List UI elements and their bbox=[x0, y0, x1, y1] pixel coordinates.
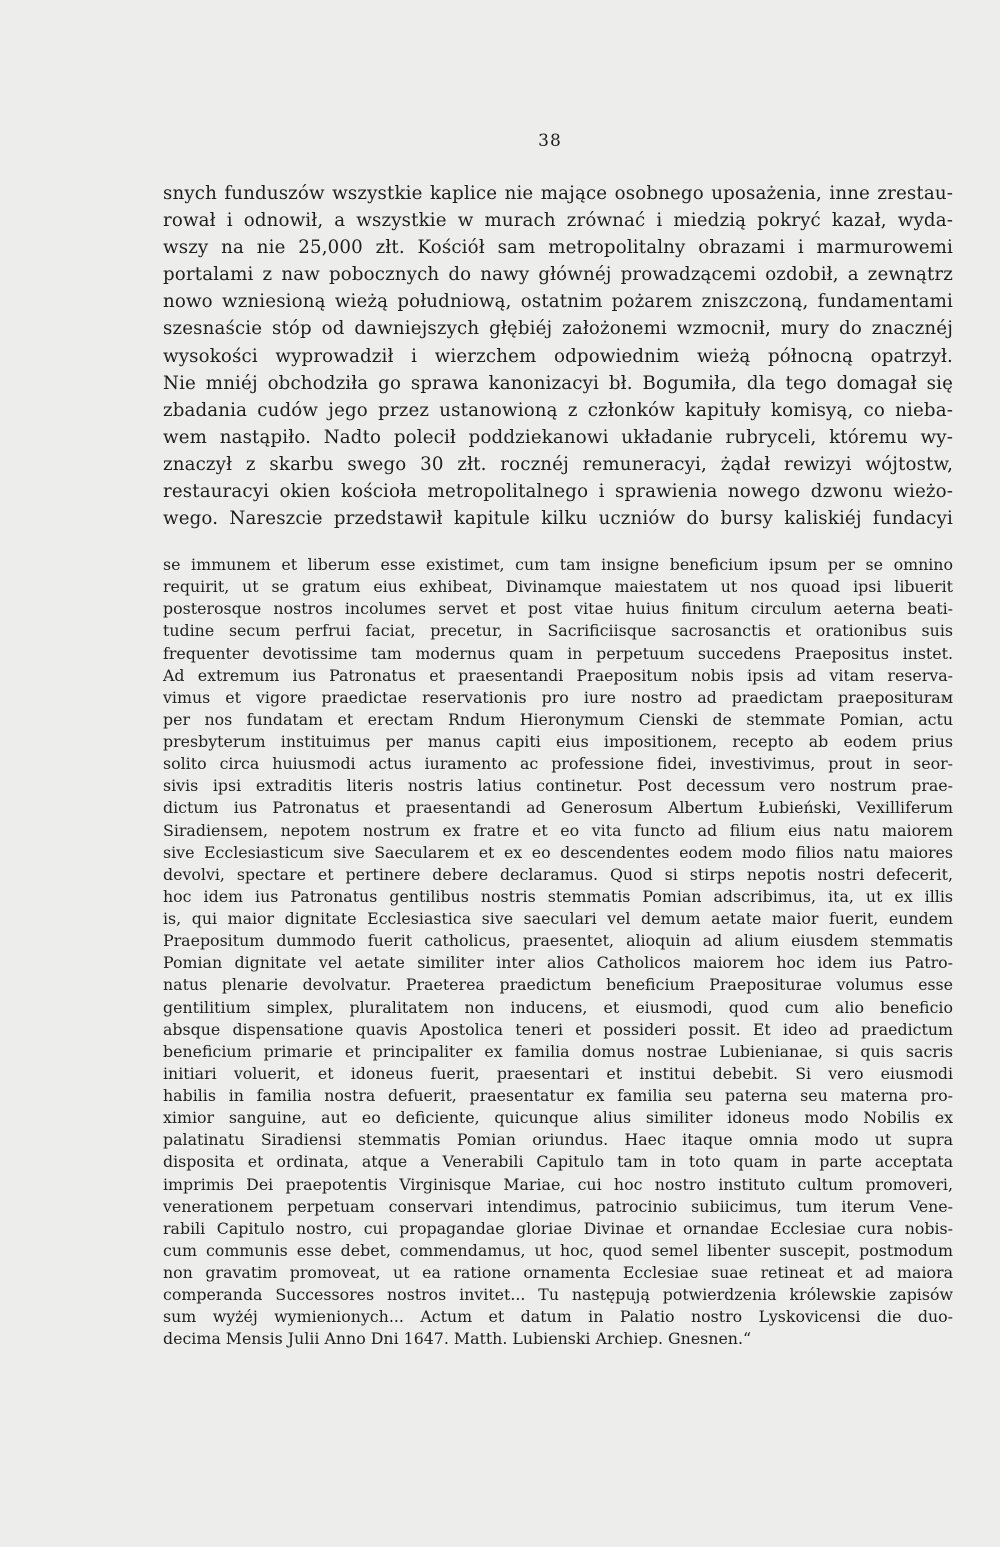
quote-line: vimus et vigore praedictae reservationis pro iure nostro ad praedictam praepositurам bbox=[163, 687, 953, 707]
quote-line: gentilitium simplex, pluralitatem non inducens, et eiusmodi, quod cum alio beneficio bbox=[163, 997, 953, 1017]
quote-line: disposita et ordinata, atque a Venerabili Capitulo tam in toto quam in parte acceptata bbox=[163, 1152, 953, 1172]
quote-line: cum communis esse debet, commendamus, ut hoc, quod semel libenter suscepit, postmodum bbox=[163, 1240, 953, 1260]
quote-line: natus plenarie devolvatur. Praeterea praedictum beneficium Praepositurae volumus esse bbox=[163, 975, 953, 995]
quote-line: posterosque nostros incolumes servet et post vitae huius finitum circulum aeterna beati- bbox=[163, 599, 953, 619]
quote-line: rabili Capitulo nostro, cui propagandae gloriae Divinae et ornandae Ecclesiae cura nobis- bbox=[163, 1218, 953, 1238]
quote-line: presbyterum instituimus per manus capiti eius impositionem, recepto ab eodem prius bbox=[163, 732, 953, 751]
quote-line: imprimis Dei praepotentis Virginisque Mariae, cui hoc nostro instituto cultum promoveri, bbox=[163, 1174, 953, 1194]
quote-line: venerationem perpetuam conservari intendimus, patrocinio subiicimus, tum iterum Vene- bbox=[163, 1196, 953, 1216]
quote-line: initiari voluerit, et idoneus fuerit, praesentari et institui debebit. Si vero eiusmodi bbox=[163, 1063, 953, 1083]
quote-line: tudine secum perfrui faciat, precetur, in Sacrificiisque sacrosanctis et orationibus suis bbox=[163, 621, 953, 641]
quote-line: non gravatim promoveat, ut ea ratione ornamenta Ecclesiae suae retineat et ad maiora bbox=[163, 1263, 953, 1282]
quote-line: hoc idem ius Patronatus gentilibus nostris stemmatis Pomian adscribimus, ita, ut ex illis bbox=[163, 886, 953, 906]
text-line: znaczył z skarbu swego 30 złt. rocznéj remuneracyi, żądał rewizyi wójtostw, bbox=[163, 453, 953, 475]
quote-line: sive Ecclesiasticum sive Saecularem et ex eo descendentes eodem modo filios natu maiores bbox=[163, 842, 953, 862]
polish-text-block bbox=[163, 180, 953, 532]
quote-line: palatinatu Siradiensi stemmatis Pomian oriundus. Haec itaque omnia modo ut supra bbox=[163, 1130, 953, 1150]
quote-line: requirit, ut se gratum eius exhibeat, Divinamque maiestatem ut nos quoad ipsi libuerit bbox=[163, 577, 953, 597]
text-line: wysokości wyprowadził i wierzchem odpowiednim wieżą północną opatrzył. bbox=[163, 345, 953, 367]
text-line: wszy na nie 25,000 złt. Kościół sam metropolitalny obrazami i marmurowemi bbox=[163, 237, 953, 259]
text-line: portalami z naw pobocznych do nawy głównéj prowadzącemi ozdobił, a zewnątrz bbox=[163, 264, 953, 286]
quote-line: frequenter devotissime tam modernus quam in perpetuum succedens Praepositus instet. bbox=[163, 643, 953, 663]
quote-line: beneficium primarie et principaliter ex familia domus nostrae Lubienianae, si quis sacris bbox=[163, 1041, 953, 1061]
text-line: Nie mniéj obchodziła go sprawa kanonizacyi bł. Bogumiła, dla tego domagał się bbox=[163, 372, 953, 394]
quote-line: per nos fundatam et erectam Rndum Hieronymum Cienski de stemmate Pomian, actu bbox=[163, 709, 953, 729]
quote-line: devolvi, spectare et pertinere debere declaramus. Quod si stirps nepotis nostri defecerit, bbox=[163, 864, 953, 884]
quote-line: habilis in familia nostra defuerit, praesentatur ex familia seu paterna seu materna pro- bbox=[163, 1086, 953, 1105]
quote-line: ximior sanguine, aut eo deficiente, quicunque alius similiter idoneus modo Nobilis ex bbox=[163, 1108, 953, 1128]
latin-quotation-block bbox=[163, 554, 953, 1351]
quote-line: Siradiensem, nepotem nostrum ex fratre et eo vita functo ad filium eius natu maiorem bbox=[163, 820, 953, 840]
text-line: nowo wzniesioną wieżą południową, ostatnim pożarem zniszczoną, fundamentami bbox=[163, 291, 953, 313]
quote-line: is, qui maior dignitate Ecclesiastica sive saeculari vel demum aetate maior fuerit, eundem bbox=[163, 909, 953, 928]
text-line: restauracyi okien kościoła metropolitalnego i sprawienia nowego dzwonu wieżo- bbox=[163, 481, 953, 503]
quote-line: solito circa huiusmodi actus iuramento ac professione fidei, investivimus, prout in seor- bbox=[163, 754, 953, 774]
quote-line: Ad extremum ius Patronatus et praesentandi Praepositum nobis ipsis ad vitam reserva- bbox=[163, 665, 953, 685]
text-line: szesnaście stóp od dawniejszych głębiéj założonemi wzmocnił, mury do znacznéj bbox=[163, 318, 953, 340]
text-line: zbadania cudów jego przez ustanowioną z członków kapituły komisyą, co nieba- bbox=[163, 399, 953, 421]
quote-line: se immunem et liberum esse existimet, cum tam insigne beneficium ipsum per se omnino bbox=[163, 555, 953, 574]
text-line: rował i odnowił, a wszystkie w murach zrównać i miedzią pokryć kazał, wyda- bbox=[163, 210, 953, 232]
text-line: snych funduszów wszystkie kaplice nie mające osobnego uposażenia, inne zrestau- bbox=[163, 183, 953, 204]
quote-line: sivis ipsi extraditis literis nostris latius continetur. Post decessum vero nostrum prae- bbox=[163, 776, 953, 796]
quote-line: comperanda Successores nostros invitet... Tu następują potwierdzenia królewskie zapisów bbox=[163, 1285, 953, 1305]
page-number: 38 bbox=[538, 131, 562, 151]
quote-line: Pomian dignitate vel aetate similiter inter alios Catholicos maiorem hoc idem ius Patro- bbox=[163, 953, 953, 973]
quote-line: dictum ius Patronatus et praesentandi ad Generosum Albertum Łubieński, Vexilliferum bbox=[163, 798, 953, 818]
quote-line: sum wyżéj wymienionych... Actum et datum in Palatio nostro Lyskovicensi die duo- bbox=[163, 1307, 953, 1327]
quote-line: absque dispensatione quavis Apostolica teneri et possideri possit. Et ideo ad praedictum bbox=[163, 1019, 953, 1039]
quote-line: decima Mensis Julii Anno Dni 1647. Matth. Lubienski Archiep. Gnesnen.“ bbox=[163, 1329, 752, 1349]
text-line: wem nastąpiło. Nadto polecił poddziekanowi układanie rubryceli, któremu wy- bbox=[163, 426, 953, 448]
quote-line: Praepositum dummodo fuerit catholicus, praesentet, alioquin ad alium eiusdem stemmatis bbox=[163, 931, 953, 951]
text-line: wego. Nareszcie przedstawił kapitule kilku uczniów do bursy kaliskiéj fundacyi bbox=[163, 508, 953, 530]
